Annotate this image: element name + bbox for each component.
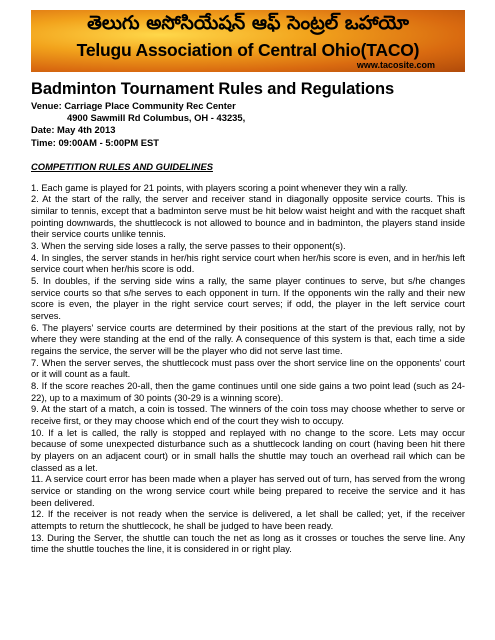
rules-list xyxy=(31,183,465,556)
time-line: Time: 09:00AM - 5:00PM EST xyxy=(31,136,159,148)
banner-telugu-title: తెలుగు అసోసియేషన్ ఆఫ్ సెంట్రల్ ఒహాయో xyxy=(87,12,409,34)
header-banner xyxy=(31,10,465,72)
rule-item: 3. When the serving side loses a rally, the serve passes to their opponent(s). xyxy=(31,241,346,252)
venue-line: Venue: Carriage Place Community Rec Center xyxy=(31,100,236,111)
section-heading: COMPETITION RULES AND GUIDELINES xyxy=(31,160,213,172)
rule-item: 2. At the start of the rally, the server and receiver stand in diagonally opposite service courts. This is similar to tennis, except that a badminton serve must be hit below waist height and with the racquet shaft pointing downwards, the shuttlecock is not allowed to bounce and in badminton, the players stand inside their service courts unlike tennis. xyxy=(31,194,465,240)
rule-item: 4. In singles, the server stands in her/his right service court when her/his score is even, and in her/his left service court when her/his score is odd. xyxy=(31,252,465,275)
banner-website-url: www.tacosite.com xyxy=(356,60,435,70)
rule-item: 8. If the score reaches 20-all, then the game continues until one side gains a two point lead (such as 24-22), up to a maximum of 30 points (30-29 is a winning score). xyxy=(31,380,465,403)
rule-item: 7. When the server serves, the shuttlecock must pass over the short service line on the opponents' court or it will count as a fault. xyxy=(31,357,465,380)
rule-item: 5. In doubles, if the serving side wins a rally, the same player continues to serve, but s/he changes service courts so that s/he serves to each opponent in turn. If the opponents win the rally and their new score is even, the player in the right service court serves; if odd, the player in the left service court serves. xyxy=(31,276,465,322)
event-details xyxy=(31,100,465,149)
rule-item: 10. If a let is called, the rally is stopped and replayed with no change to the score. Lets may occur because of some unexpected disturbance such as a shuttlecock landing on court (having been hit there by players on an adjacent court) or in small halls the shuttle may touch an overhead rail which can be classed as a let. xyxy=(31,427,465,473)
rule-item: 13. During the Server, the shuttle can touch the net as long as it crosses or touches the serve line. Any time the shuttle touches the line, it is considered in or right play. xyxy=(31,532,465,555)
address-line: 4900 Sawmill Rd Columbus, OH - 43235, xyxy=(67,112,246,124)
date-line: Date: May 4th 2013 xyxy=(31,124,116,136)
rule-item: 1. Each game is played for 21 points, with players scoring a point whenever they win a rally. xyxy=(31,182,408,193)
rule-item: 6. The players' service courts are determined by their positions at the start of the previous rally, not by where they were standing at the end of the rally. A consequence of this system is that, each time a side regains the service, the server will be the player who did not serve last time. xyxy=(31,322,465,356)
page-title: Badminton Tournament Rules and Regulations xyxy=(31,80,395,98)
banner-english-title: Telugu Association of Central Ohio(TACO) xyxy=(76,40,420,60)
rule-item: 9. At the start of a match, a coin is tossed. The winners of the coin toss may choose whether to serve or receive first, or they may choose which end of the court they wish to occupy. xyxy=(31,404,465,426)
document-body xyxy=(31,80,465,556)
rule-item: 11. A service court error has been made when a player has served out of turn, has served from the wrong service or standing on the wrong service court while being prepared to receive the service and it has been delivered. xyxy=(31,474,465,508)
rule-item: 12. If the receiver is not ready when the service is delivered, a let shall be called; yet, if the receiver attempts to return the shuttlecock, he shall be judged to have been ready. xyxy=(31,509,465,531)
